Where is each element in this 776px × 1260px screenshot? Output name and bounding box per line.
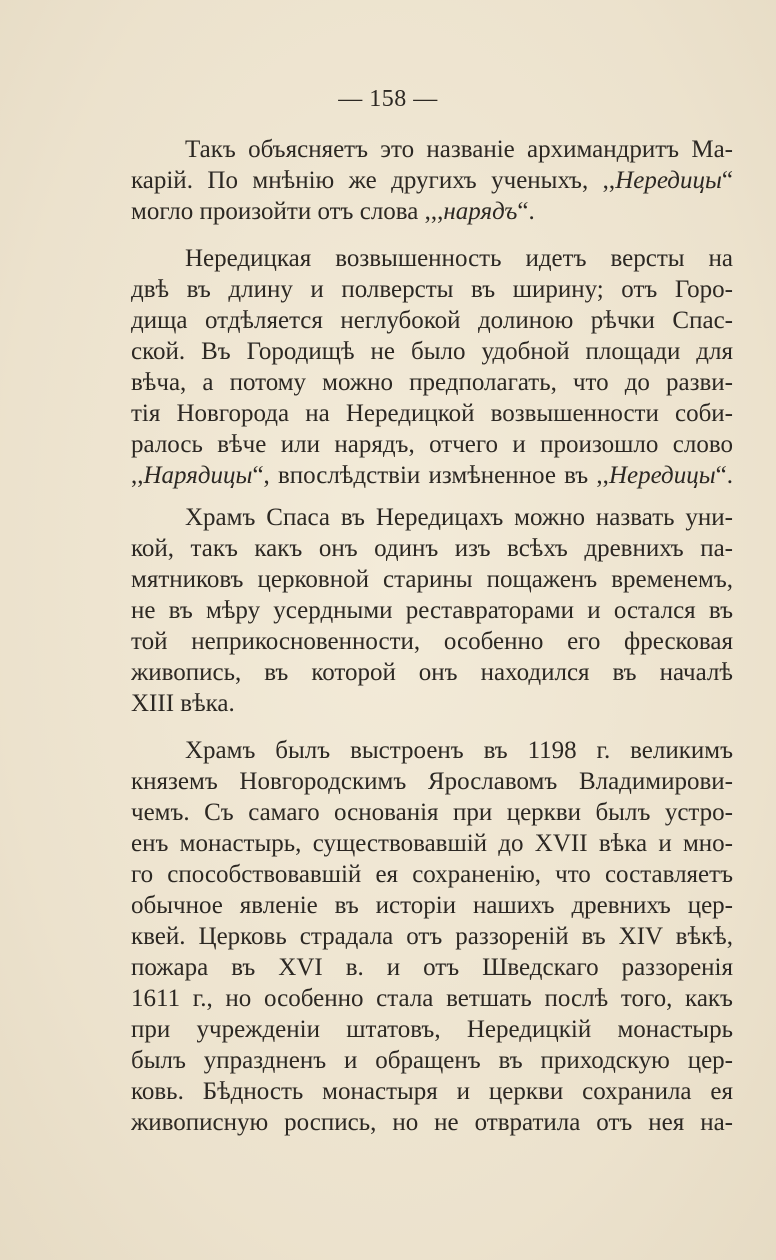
text-line: Такъ объясняетъ это названіе архимандритъ Ма- <box>185 136 733 163</box>
text-line: ской. Въ Городищѣ не было удобной площади для <box>131 338 733 365</box>
text-line: не въ мѣру усердными реставраторами и остался въ <box>131 597 733 624</box>
text-line: го способствовавшій ея сохраненію, что составляетъ <box>131 861 733 888</box>
text-line: ралось вѣче или нарядъ, отчего и произошло слово <box>131 431 733 458</box>
text-line: ковь. Бѣдность монастыря и церкви сохранила ея <box>131 1078 733 1105</box>
text-line: двѣ въ длину и полверсты въ ширину; отъ Горо- <box>131 276 733 303</box>
text-line: квей. Церковь страдала отъ раззореній въ XIV вѣкѣ, <box>131 923 733 950</box>
paragraph-1 <box>131 134 733 227</box>
text-line: енъ монастырь, существовавшій до XVII вѣка и мно- <box>131 830 733 857</box>
text-line: 1611 г., но особенно стала ветшать послѣ того, какъ <box>131 985 733 1012</box>
text-line: дища отдѣляется неглубокой долиною рѣчки Спас- <box>131 307 733 334</box>
page-number: — 158 — <box>338 86 438 112</box>
text-line: той неприкосновенности, особенно его фресковая <box>131 628 733 655</box>
text-line: XIII вѣка. <box>131 690 235 717</box>
paragraph-2 <box>131 243 733 491</box>
text-line: былъ упраздненъ и обращенъ въ приходскую цер- <box>131 1047 733 1074</box>
text-line: княземъ Новгородскимъ Ярославомъ Владимирови- <box>131 768 733 795</box>
text-line: живопись, въ которой онъ находился въ началѣ <box>131 659 733 686</box>
body-text <box>131 134 733 1138</box>
paragraph-3 <box>131 502 733 719</box>
text-line: кой, такъ какъ онъ одинъ изъ всѣхъ древнихъ па- <box>131 535 733 562</box>
text-line: Храмъ Спаса въ Нередицахъ можно назвать уни- <box>185 504 733 531</box>
text-line: могло произойти отъ слова ,,,нарядъ“. <box>131 198 535 225</box>
text-line: Храмъ былъ выстроенъ въ 1198 г. великимъ <box>185 737 733 764</box>
italic-term: Нередицы <box>615 167 722 194</box>
text-line: ,,Нарядицы“, впослѣдствіи измѣненное въ ,,Нередицы“. <box>131 462 733 489</box>
text-line: тія Новгорода на Нередицкой возвышенности соби- <box>131 400 733 427</box>
text-line: карій. По мнѣнію же другихъ ученыхъ, ,,Нередицы“ <box>131 167 733 194</box>
text-line: вѣча, а потому можно предполагать, что до разви- <box>131 369 733 396</box>
paragraph-4 <box>131 735 733 1138</box>
italic-term: нарядъ <box>443 198 518 225</box>
text-line: обычное явленіе въ исторіи нашихъ древнихъ цер- <box>131 892 733 919</box>
italic-term: Нередицы <box>608 462 716 489</box>
text-line: при учрежденіи штатовъ, Нередицкій монастырь <box>131 1016 733 1043</box>
text-line: пожара въ XVI в. и отъ Шведскаго раззоренія <box>131 954 733 981</box>
text-line: чемъ. Съ самаго основанія при церкви былъ устро- <box>131 799 733 826</box>
text-line: живописную роспись, но не отвратила отъ нея на- <box>131 1109 733 1136</box>
text-line: Нередицкая возвышенность идетъ версты на <box>185 245 733 272</box>
italic-term: Нарядицы <box>143 462 253 489</box>
text-line: мятниковъ церковной старины пощаженъ временемъ, <box>131 566 733 593</box>
